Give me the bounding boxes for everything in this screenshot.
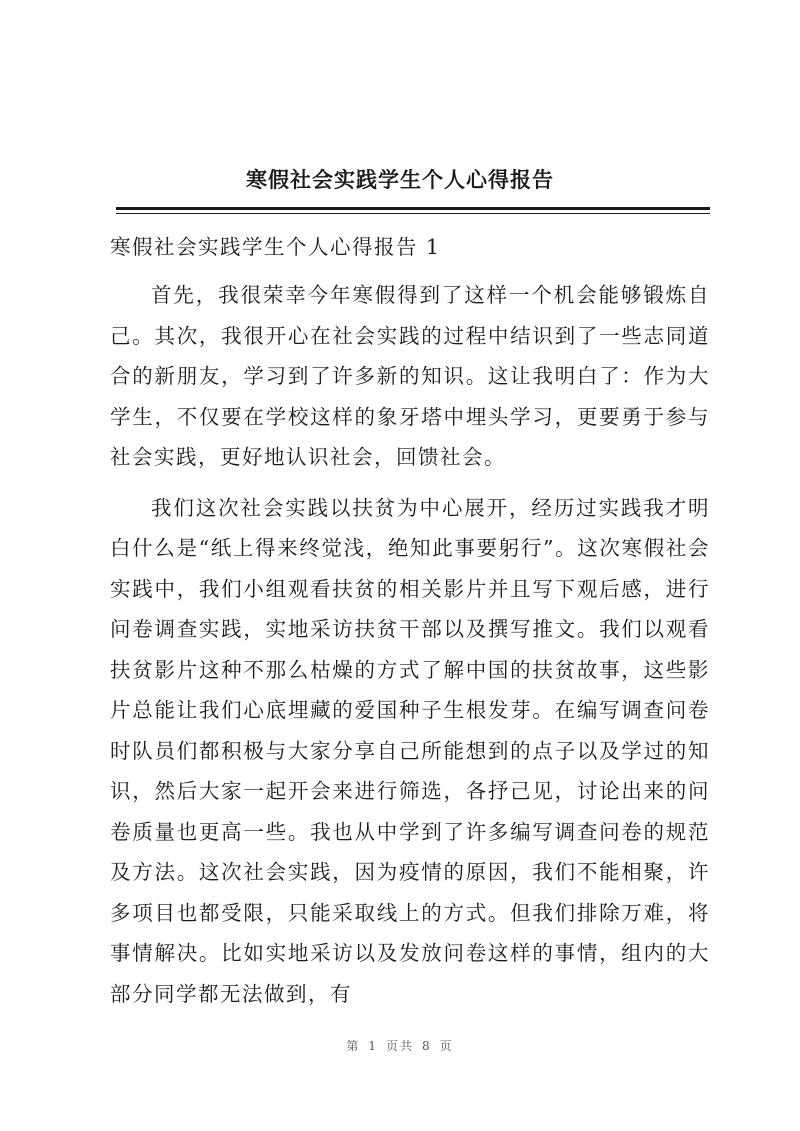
document-body — [110, 232, 710, 1024]
paragraph-1: 首先，我很荣幸今年寒假得到了这样一个机会能够锻炼自己。其次，我很开心在社会实践的过程中结识到了一些志同道合的新朋友，学习到了许多新的知识。这让我明白了：作为大学生，不仅要在学校这样的象牙塔中埋头学习，更要勇于参与社会实践，更好地认识社会，回馈社会。 — [110, 283, 710, 469]
footer-total-pages: 8 — [422, 1039, 432, 1053]
footer-page-number: 1 — [368, 1039, 378, 1053]
paragraph-2: 我们这次社会实践以扶贫为中心展开，经历过实践我才明白什么是“纸上得来终觉浅，绝知此事要躬行”。这次寒假社会实践中，我们小组观看扶贫的相关影片并且写下观后感，进行问卷调查实践，实地采访扶贫干部以及撰写推文。我们以观看扶贫影片这种不那么枯燥的方式了解中国的扶贫故事，这些影片总能让我们心底埋藏的爱国种子生根发芽。在编写调查问卷时队员们都积极与大家分享自己所能想到的点子以及学过的知识，然后大家一起开会来进行筛选，各抒己见，讨论出来的问卷质量也更高一些。我也从中学到了许多编写调查问卷的规范及方法。这次社会实践，因为疫情的原因，我们不能相聚，许多项目也都受限，只能采取线上的方式。但我们排除万难，将事情解决。比如实地采访以及发放问卷这样的事情，组内的大部分同学都无法做到，有 — [110, 495, 710, 1006]
title-rule-thick — [116, 207, 710, 210]
section-heading: 寒假社会实践学生个人心得报告 1 — [110, 235, 441, 259]
footer-prefix: 第 — [346, 1039, 361, 1053]
page-footer — [0, 1037, 800, 1054]
footer-middle: 页共 — [385, 1039, 414, 1053]
title-rule-thin — [116, 213, 710, 214]
document-title: 寒假社会实践学生个人心得报告 — [246, 167, 554, 192]
footer-suffix: 页 — [439, 1039, 454, 1053]
